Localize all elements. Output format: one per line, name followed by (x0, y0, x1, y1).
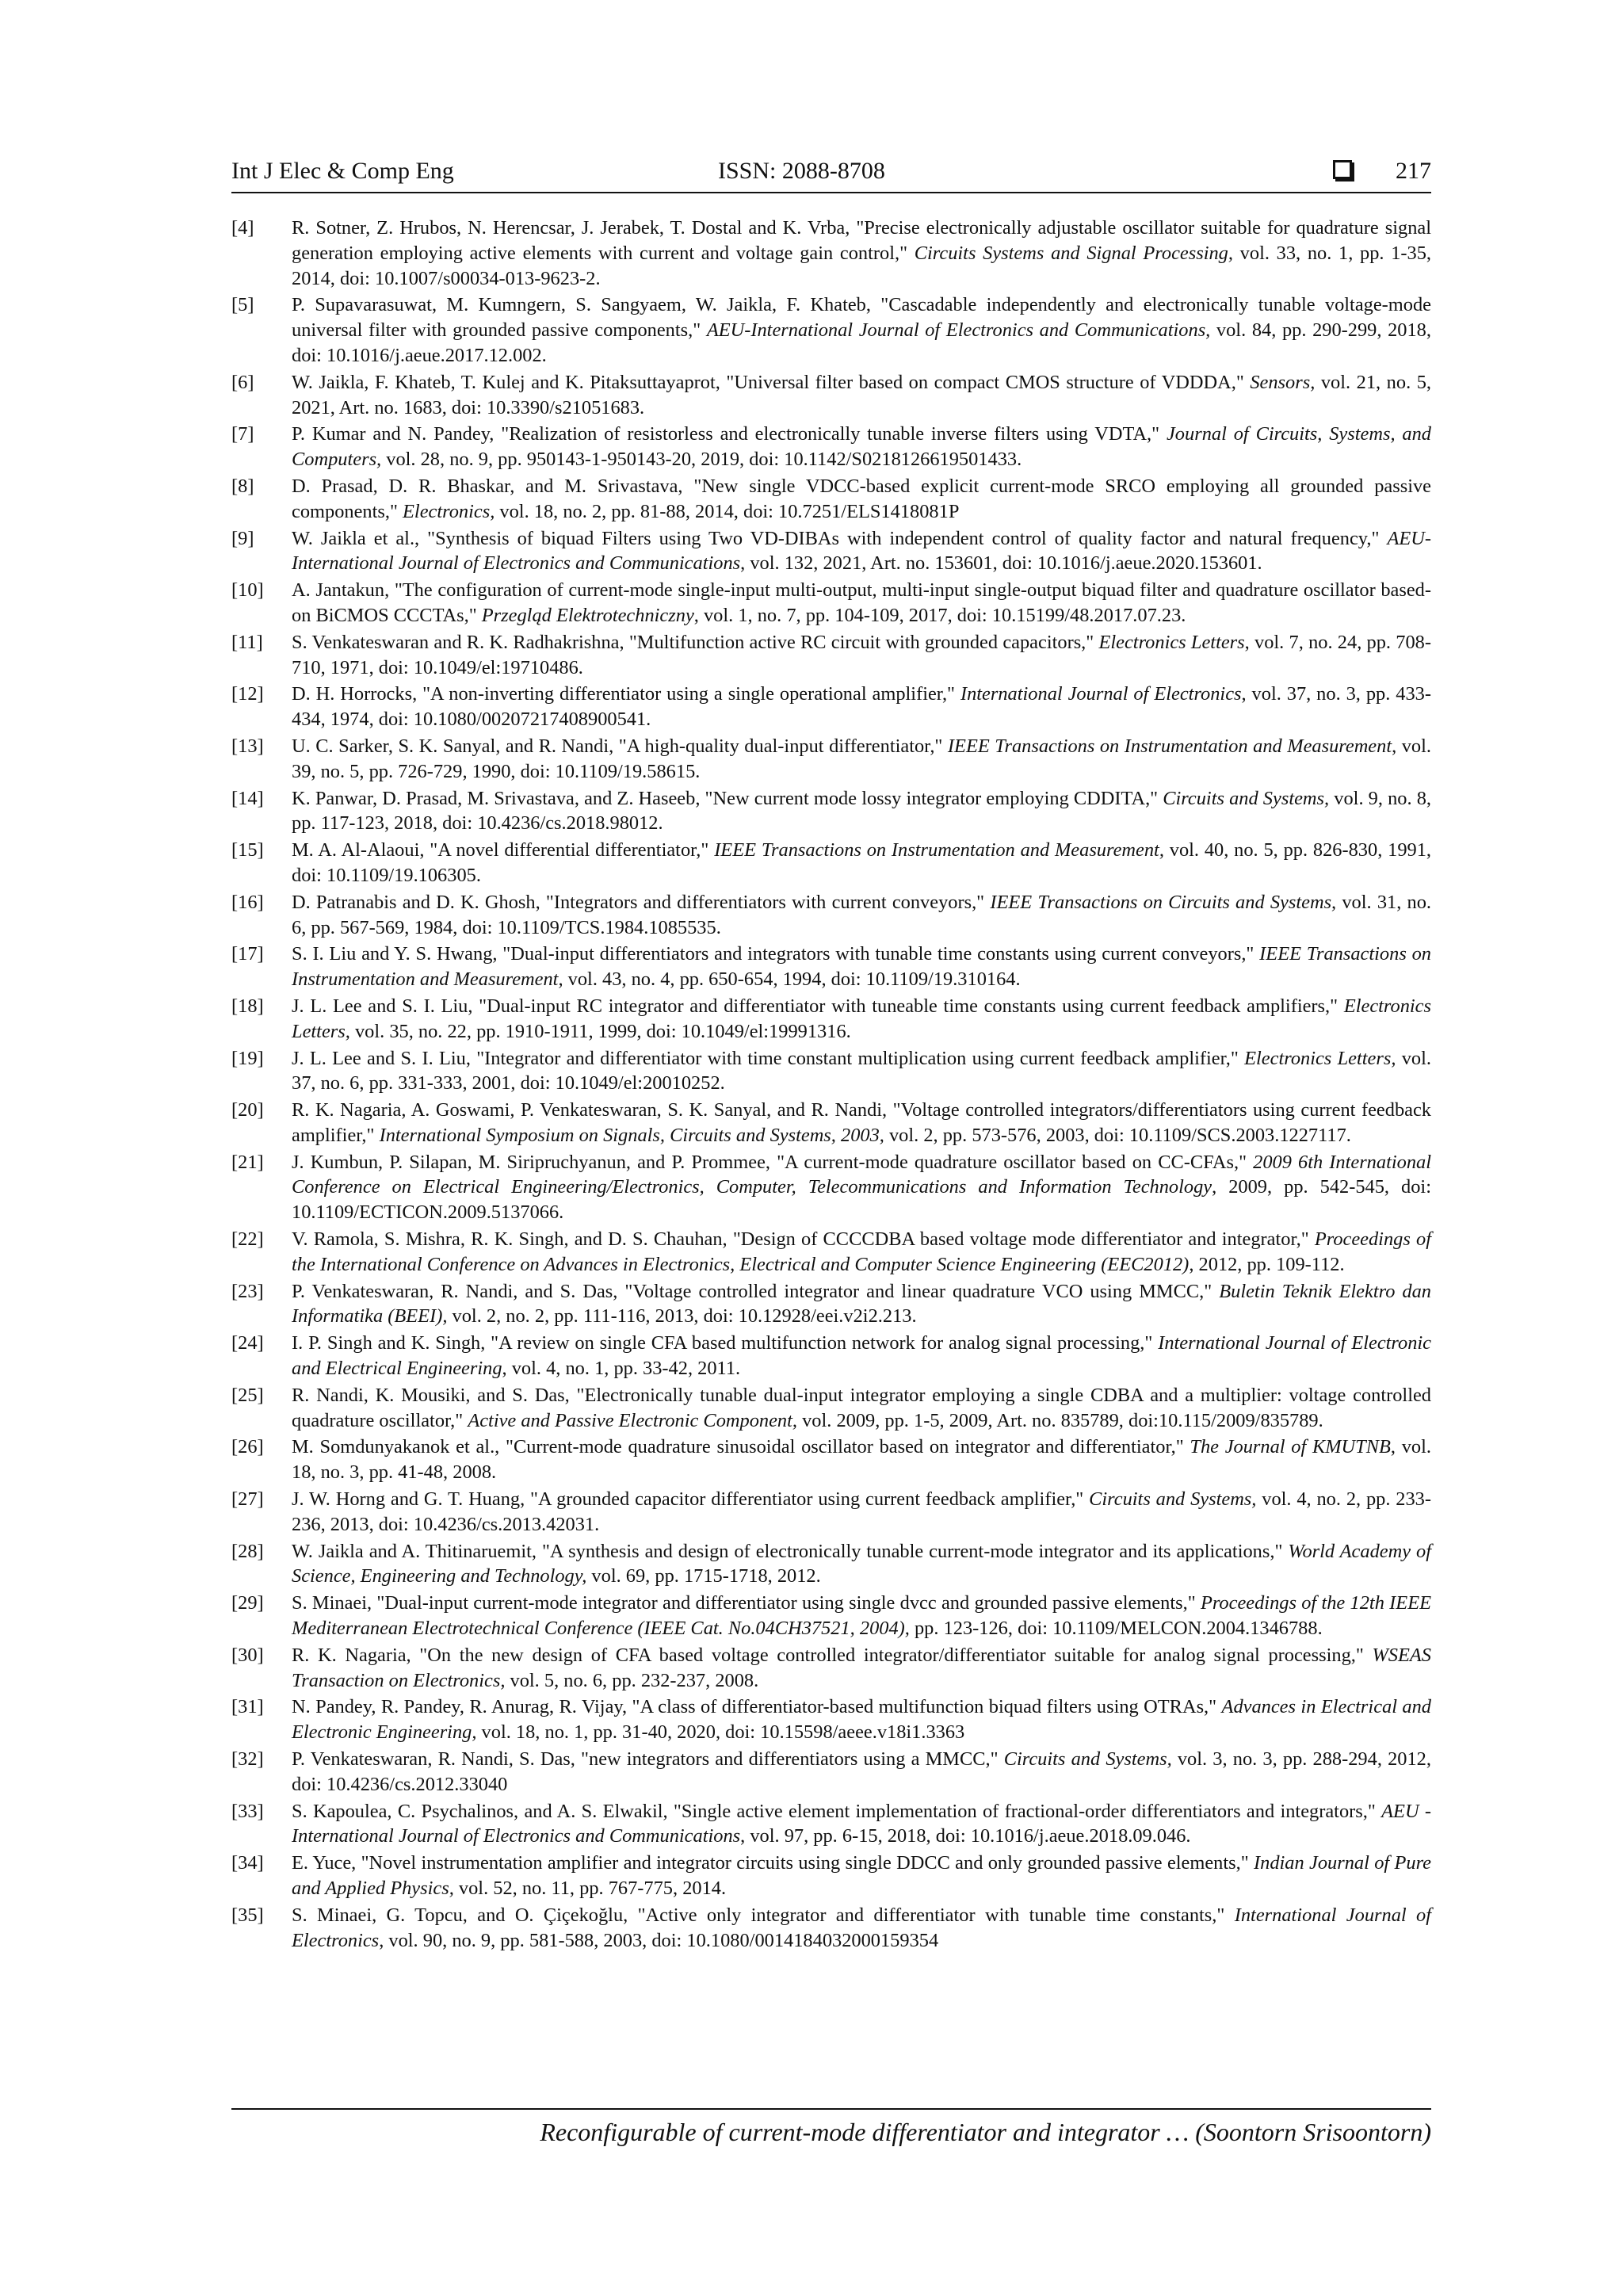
reference-entry (231, 994, 1431, 1045)
reference-list (231, 216, 1431, 1954)
reference-number: [9] (231, 527, 254, 549)
reference-venue: Buletin Teknik Elektro dan Informatika (BEEI), (292, 1280, 1431, 1328)
reference-number: [19] (231, 1047, 264, 1069)
reference-authors-title: S. Minaei, G. Topcu, and O. Çiçekoğlu, "Active only integrator and differentiator with tunable time constants," (292, 1904, 1235, 1926)
reference-authors-title: K. Panwar, D. Prasad, M. Srivastava, and Z. Haseeb, "New current mode lossy integrator employing CDDITA," (292, 787, 1163, 809)
reference-number: [16] (231, 891, 264, 913)
reference-venue: Circuits and Systems, (1089, 1488, 1257, 1511)
reference-venue: Journal of Circuits, Systems, and Computers, (292, 423, 1432, 471)
reference-venue: Circuits Systems and Signal Processing, (914, 242, 1233, 264)
reference-number: [15] (231, 839, 264, 861)
reference-number: [6] (231, 371, 254, 393)
reference-authors-title: A. Jantakun, "The configuration of current-mode single-input multi-output, multi-input single-output biquad filter and quadrature oscillator based-on BiCMOS CCCTAs," (292, 579, 1431, 626)
reference-entry (231, 526, 1431, 577)
reference-entry (231, 1643, 1431, 1694)
reference-entry (231, 1591, 1431, 1641)
reference-details: vol. 2, pp. 573-576, 2003, doi: 10.1109/SCS.2003.1227117. (884, 1124, 1351, 1146)
reference-venue: Proceedings of the 12th IEEE Mediterranean Electrotechnical Conference (IEEE Cat. No.04CH37521, 2004), (292, 1592, 1431, 1640)
reference-authors-title: M. Somdunyakanok et al., "Current-mode quadrature sinusoidal oscillator based on integrator and differentiator," (292, 1436, 1190, 1458)
reference-details: vol. 21, no. 5, 2021, Art. no. 1683, doi: 10.3390/s21051683. (292, 371, 1431, 418)
page-number: 217 (1396, 158, 1431, 184)
reference-number: [27] (231, 1488, 264, 1511)
reference-details: vol. 31, no. 6, pp. 567-569, 1984, doi: 10.1109/TCS.1984.1085535. (292, 891, 1431, 938)
reference-number: [11] (231, 631, 263, 653)
reference-venue: International Journal of Electronics (960, 683, 1242, 705)
reference-details: vol. 4, no. 2, pp. 233-236, 2013, doi: 10.4236/cs.2013.42031. (292, 1488, 1431, 1535)
reference-authors-title: P. Supavarasuwat, M. Kumngern, S. Sangyaem, W. Jaikla, F. Khateb, "Cascadable independently and electronically tunable voltage-mode universal filter with grounded passive components," (292, 294, 1431, 342)
reference-venue: The Journal of KMUTNB (1190, 1436, 1391, 1458)
reference-number: [24] (231, 1332, 264, 1354)
running-footer: Reconfigurable of current-mode differentiator and integrator … (Soontorn Srisoontorn) (540, 2118, 1431, 2146)
reference-venue: WSEAS Transaction on Electronics, (292, 1644, 1431, 1691)
reference-details: , vol. 4, no. 1, pp. 33-42, 2011. (502, 1358, 741, 1380)
reference-venue: Circuits and Systems, (1003, 1748, 1172, 1771)
reference-authors-title: S. Kapoulea, C. Psychalinos, and A. S. Elwakil, "Single active element implementation of fractional-order differentiators and integrators," (292, 1800, 1382, 1822)
reference-venue: Circuits and Systems, (1163, 787, 1330, 809)
reference-entry (231, 942, 1431, 992)
reference-entry (231, 890, 1431, 941)
reference-number: [21] (231, 1151, 264, 1173)
reference-entry (231, 1851, 1431, 1901)
reference-entry (231, 1435, 1431, 1485)
reference-authors-title: S. Venkateswaran and R. K. Radhakrishna, "Multifunction active RC circuit with grounded capacitors," (292, 631, 1099, 653)
reference-details: , vol. 7, no. 24, pp. 708-710, 1971, doi: 10.1049/el:19710486. (292, 631, 1431, 678)
reference-authors-title: R. K. Nagaria, A. Goswami, P. Venkateswaran, S. K. Sanyal, and R. Nandi, "Voltage controlled integrators/differentiators using current feedback amplifier," (292, 1099, 1431, 1146)
page-header (231, 155, 1431, 190)
reference-details: , vol. 97, pp. 6-15, 2018, doi: 10.1016/j.aeue.2018.09.046. (740, 1825, 1191, 1847)
reference-entry (231, 1098, 1431, 1148)
issn: ISSN: 2088-8708 (718, 158, 885, 184)
reference-number: [26] (231, 1436, 264, 1458)
reference-number: [29] (231, 1592, 264, 1614)
reference-entry (231, 1747, 1431, 1797)
reference-details: vol. 2, no. 2, pp. 111-116, 2013, doi: 10.12928/eei.v2i2.213. (447, 1305, 917, 1328)
reference-authors-title: W. Jaikla and A. Thitinaruemit, "A synthesis and design of electronically tunable current-mode integrator and its applications," (292, 1540, 1289, 1562)
reference-venue: World Academy of Science, Engineering and Technology, (292, 1540, 1431, 1587)
reference-venue: IEEE Transactions on Instrumentation and Measurement (947, 735, 1392, 757)
reference-venue: Electronics, (403, 500, 495, 522)
reference-number: [7] (231, 423, 254, 445)
reference-venue: Advances in Electrical and Electronic Engineering, (292, 1696, 1432, 1744)
reference-details: vol. 37, no. 6, pp. 331-333, 2001, doi: 10.1049/el:20010252. (292, 1047, 1431, 1095)
reference-entry (231, 1383, 1431, 1434)
reference-authors-title: V. Ramola, S. Mishra, R. K. Singh, and D. S. Chauhan, "Design of CCCCDBA based voltage mode differentiator and integrator," (292, 1228, 1315, 1251)
reference-authors-title: E. Yuce, "Novel instrumentation amplifier and integrator circuits using single DDCC and only grounded passive elements," (292, 1852, 1254, 1874)
header-rule (231, 192, 1431, 193)
reference-venue: Electronics Letters (1098, 631, 1245, 653)
reference-authors-title: M. A. Al-Alaoui, "A novel differential differentiator," (292, 839, 715, 861)
reference-entry (231, 786, 1431, 837)
reference-authors-title: J. L. Lee and S. I. Liu, "Integrator and differentiator with time constant multiplication using current feedback amplifier," (292, 1047, 1245, 1069)
reference-venue: Sensors, (1250, 371, 1316, 393)
reference-details: vol. 9, no. 8, pp. 117-123, 2018, doi: 10.4236/cs.2018.98012. (292, 787, 1432, 835)
reference-number: [8] (231, 475, 254, 497)
reference-venue: International Symposium on Signals, Circuits and Systems, 2003, (379, 1124, 884, 1146)
reference-entry (231, 216, 1431, 291)
reference-entry (231, 682, 1431, 732)
reference-venue: Proceedings of the International Conference on Advances in Electronics, Electrical and Computer Science Engineering (EEC2012) (292, 1228, 1431, 1275)
reference-venue: 2009 6th International Conference on Electrical Engineering/Electronics, Computer, Telecommunications and Information Technology (292, 1151, 1431, 1198)
reference-authors-title: P. Venkateswaran, R. Nandi, and S. Das, "Voltage controlled integrator and linear quadrature VCO using MMCC," (292, 1280, 1220, 1302)
reference-number: [33] (231, 1800, 264, 1822)
reference-number: [34] (231, 1852, 264, 1874)
reference-entry (231, 370, 1431, 421)
reference-venue: IEEE Transactions on Circuits and Systems, (990, 891, 1337, 913)
reference-details: , vol. 37, no. 3, pp. 433-434, 1974, doi: 10.1080/00207217408900541. (292, 683, 1431, 731)
reference-number: [23] (231, 1280, 264, 1302)
reference-details: vol. 2009, pp. 1-5, 2009, Art. no. 835789, doi:10.115/2009/835789. (796, 1409, 1323, 1431)
reference-authors-title: S. I. Liu and Y. S. Hwang, "Dual-input differentiators and integrators with tunable time constants using current conveyors," (292, 943, 1260, 965)
reference-details: , 2009, pp. 542-545, doi: 10.1109/ECTICON.2009.5137066. (292, 1176, 1431, 1224)
reference-entry (231, 1799, 1431, 1850)
reference-entry (231, 1046, 1431, 1097)
reference-entry (231, 578, 1431, 628)
reference-authors-title: I. P. Singh and K. Singh, "A review on single CFA based multifunction network for analog signal processing," (292, 1332, 1159, 1354)
reference-details: vol. 3, no. 3, pp. 288-294, 2012, doi: 10.4236/cs.2012.33040 (292, 1748, 1431, 1795)
reference-entry (231, 1539, 1431, 1590)
reference-authors-title: R. Nandi, K. Mousiki, and S. Das, "Electronically tunable dual-input integrator employing a single CDBA and a multiplier: voltage controlled quadrature oscillator," (292, 1384, 1431, 1431)
reference-details: , vol. 90, no. 9, pp. 581-588, 2003, doi: 10.1080/0014184032000159354 (379, 1929, 939, 1951)
reference-number: [22] (231, 1228, 264, 1251)
reference-authors-title: S. Minaei, "Dual-input current-mode integrator and differentiator using single dvcc and grounded passive elements," (292, 1592, 1201, 1614)
reference-details: vol. 5, no. 6, pp. 232-237, 2008. (505, 1669, 759, 1691)
reference-entry (231, 1279, 1431, 1330)
reference-details: , vol. 132, 2021, Art. no. 153601, doi: 10.1016/j.aeue.2020.153601. (740, 552, 1262, 575)
reference-details: vol. 28, no. 9, pp. 950143-1-950143-20, 2019, doi: 10.1142/S0218126619501433. (381, 449, 1022, 471)
reference-authors-title: U. C. Sarker, S. K. Sanyal, and R. Nandi, "A high-quality dual-input differentiator," (292, 735, 948, 757)
reference-number: [4] (231, 217, 254, 239)
reference-entry (231, 1227, 1431, 1278)
reference-number: [13] (231, 735, 264, 757)
reference-authors-title: R. K. Nagaria, "On the new design of CFA based voltage controlled integrator/differentiator suitable for analog signal processing," (292, 1644, 1373, 1666)
reference-venue: International Journal of Electronics (292, 1904, 1431, 1951)
reference-venue: Electronics Letters, (1244, 1047, 1396, 1069)
reference-number: [17] (231, 943, 264, 965)
reference-venue: AEU-International Journal of Electronics and Communications, (706, 319, 1211, 342)
reference-details: , vol. 39, no. 5, pp. 726-729, 1990, doi: 10.1109/19.58615. (292, 735, 1432, 782)
reference-details: , vol. 18, no. 3, pp. 41-48, 2008. (292, 1436, 1431, 1484)
reference-entry (231, 1903, 1431, 1954)
reference-number: [20] (231, 1099, 264, 1121)
reference-venue: International Journal of Electronic and Electrical Engineering (292, 1332, 1431, 1380)
reference-number: [30] (231, 1644, 264, 1666)
checkbox-square-icon (1333, 160, 1352, 179)
reference-entry (231, 1150, 1431, 1225)
reference-entry (231, 1487, 1431, 1538)
reference-number: [31] (231, 1696, 264, 1718)
footer-rule (231, 2108, 1431, 2110)
reference-entry (231, 630, 1431, 681)
reference-number: [10] (231, 579, 264, 602)
reference-number: [32] (231, 1748, 264, 1771)
journal-name: Int J Elec & Comp Eng (231, 158, 454, 184)
reference-venue: AEU - International Journal of Electronics and Communications (292, 1800, 1431, 1847)
reference-number: [28] (231, 1540, 264, 1562)
reference-authors-title: J. L. Lee and S. I. Liu, "Dual-input RC integrator and differentiator with tuneable time constants using current feedback amplifiers," (292, 995, 1344, 1017)
reference-details: vol. 35, no. 22, pp. 1910-1911, 1999, doi: 10.1049/el:19991316. (349, 1020, 851, 1042)
reference-number: [35] (231, 1904, 264, 1926)
reference-entry (231, 838, 1431, 888)
reference-authors-title: D. Patranabis and D. K. Ghosh, "Integrators and differentiators with current conveyors," (292, 891, 991, 913)
reference-details: vol. 43, no. 4, pp. 650-654, 1994, doi: 10.1109/19.310164. (563, 968, 1021, 991)
reference-details: vol. 18, no. 2, pp. 81-88, 2014, doi: 10.7251/ELS1418081P (495, 500, 960, 522)
reference-authors-title: W. Jaikla, F. Khateb, T. Kulej and K. Pitaksuttayaprot, "Universal filter based on compact CMOS structure of VDDDA," (292, 371, 1251, 393)
reference-authors-title: P. Venkateswaran, R. Nandi, S. Das, "new integrators and differentiators using a MMCC," (292, 1748, 1004, 1771)
reference-entry (231, 1331, 1431, 1381)
reference-venue: Active and Passive Electronic Component, (468, 1409, 797, 1431)
reference-details: vol. 33, no. 1, pp. 1-35, 2014, doi: 10.1007/s00034-013-9623-2. (292, 242, 1432, 289)
reference-number: [18] (231, 995, 264, 1017)
reference-venue: Przegląd Elektrotechniczny (481, 604, 694, 626)
reference-details: vol. 52, no. 11, pp. 767-775, 2014. (453, 1878, 727, 1899)
reference-number: [5] (231, 294, 254, 316)
reference-authors-title: W. Jaikla et al., "Synthesis of biquad Filters using Two VD-DIBAs with independent control of quality factor and natural frequency," (292, 527, 1388, 549)
reference-details: vol. 84, pp. 290-299, 2018, doi: 10.1016/j.aeue.2017.12.002. (292, 319, 1431, 366)
reference-venue: Indian Journal of Pure and Applied Physics, (292, 1852, 1431, 1899)
reference-number: [14] (231, 787, 264, 809)
reference-authors-title: P. Kumar and N. Pandey, "Realization of resistorless and electronically tunable inverse filters using VDTA," (292, 423, 1167, 445)
reference-number: [25] (231, 1384, 264, 1406)
reference-entry (231, 422, 1431, 472)
reference-entry (231, 292, 1431, 368)
reference-venue: Electronics Letters, (292, 995, 1431, 1042)
reference-details: , vol. 1, no. 7, pp. 104-109, 2017, doi: 10.15199/48.2017.07.23. (693, 604, 1186, 626)
reference-details: vol. 40, no. 5, pp. 826-830, 1991, doi: 10.1109/19.106305. (292, 839, 1432, 886)
reference-authors-title: D. Prasad, D. R. Bhaskar, and M. Srivastava, "New single VDCC-based explicit current-mode SRCO employing all grounded passive components," (292, 475, 1431, 522)
reference-entry (231, 474, 1431, 525)
reference-authors-title: J. Kumbun, P. Silapan, M. Siripruchyanun, and P. Prommee, "A current-mode quadrature oscillator based on CC-CFAs," (292, 1151, 1254, 1173)
reference-details: vol. 69, pp. 1715-1718, 2012. (586, 1565, 821, 1587)
reference-details: , 2012, pp. 109-112. (1189, 1253, 1345, 1275)
reference-authors-title: D. H. Horrocks, "A non-inverting differentiator using a single operational amplifier," (292, 683, 960, 705)
reference-entry (231, 734, 1431, 785)
reference-details: pp. 123-126, doi: 10.1109/MELCON.2004.1346788. (909, 1618, 1323, 1640)
reference-entry (231, 1694, 1431, 1745)
reference-details: vol. 18, no. 1, pp. 31-40, 2020, doi: 10.15598/aeee.v18i1.3363 (476, 1721, 965, 1744)
reference-venue: IEEE Transactions on Instrumentation and Measurement, (292, 943, 1431, 991)
reference-authors-title: R. Sotner, Z. Hrubos, N. Herencsar, J. Jerabek, T. Dostal and K. Vrba, "Precise electronically adjustable oscillator suitable for quadrature signal generation employing active elements with current and voltage gain control," (292, 217, 1431, 264)
reference-venue: IEEE Transactions on Instrumentation and Measurement, (714, 839, 1164, 861)
reference-authors-title: N. Pandey, R. Pandey, R. Anurag, R. Vijay, "A class of differentiator-based multifunction biquad filters using OTRAs," (292, 1696, 1222, 1718)
reference-number: [12] (231, 683, 264, 705)
reference-venue: AEU-International Journal of Electronics and Communications (292, 527, 1431, 575)
reference-authors-title: J. W. Horng and G. T. Huang, "A grounded capacitor differentiator using current feedback amplifier," (292, 1488, 1090, 1511)
